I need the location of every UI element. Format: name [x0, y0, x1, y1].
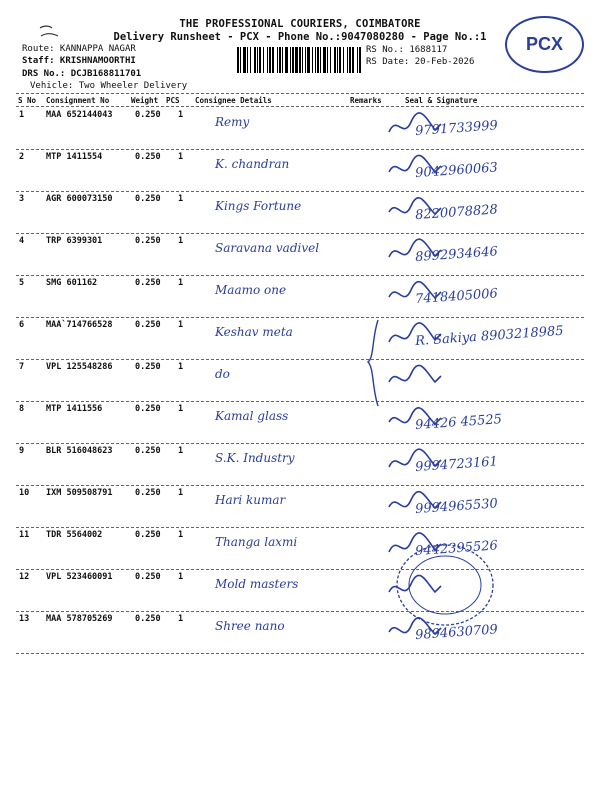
- row-sno: 4: [19, 236, 25, 246]
- row-pcs: 1: [178, 362, 184, 372]
- table-row: [0, 360, 600, 402]
- row-consignee-handwritten: do: [215, 367, 230, 381]
- row-consignment-no: MAA`714766528: [46, 320, 113, 330]
- row-sno: 6: [19, 320, 25, 330]
- runsheet-subtitle: Delivery Runsheet - PCX - Phone No.:9047080280 - Page No.:1: [113, 31, 487, 43]
- signature-scribble: [385, 322, 445, 352]
- row-consignment-no: VPL 125548286: [46, 362, 113, 372]
- row-consignee-handwritten: Hari kumar: [215, 493, 286, 507]
- row-consignment-no: VPL 523460091: [46, 572, 113, 582]
- header-top-rule: [16, 93, 584, 94]
- staff-info: Staff: KRISHNAMOORTHI: [22, 56, 136, 66]
- row-consignment-no: BLR 516048623: [46, 446, 113, 456]
- row-signature-handwritten: 9042960063: [414, 160, 499, 182]
- row-weight: 0.250: [135, 320, 161, 330]
- header-bottom-rule: [16, 106, 584, 107]
- row-signature-handwritten: 9442395526: [414, 538, 499, 560]
- row-weight: 0.250: [135, 446, 161, 456]
- row-weight: 0.250: [135, 488, 161, 498]
- row-pcs: 1: [178, 530, 184, 540]
- table-row: [0, 108, 600, 150]
- row-pcs: 1: [178, 614, 184, 624]
- row-sno: 12: [19, 572, 30, 582]
- signature-scribble: [385, 196, 445, 226]
- row-sno: 10: [19, 488, 30, 498]
- row-signature-handwritten: 8220078828: [414, 202, 499, 224]
- row-pcs: 1: [178, 278, 184, 288]
- row-sno: 13: [19, 614, 30, 624]
- table-row: [0, 192, 600, 234]
- table-row: [0, 318, 600, 360]
- row-sno: 11: [19, 530, 30, 540]
- signature-scribble: [385, 364, 445, 394]
- col-consignment: Consignment No: [46, 96, 110, 105]
- route-info: Route: KANNAPPA NAGAR: [22, 44, 136, 54]
- row-signature-handwritten: 8992934646: [414, 244, 499, 266]
- row-pcs: 1: [178, 404, 184, 414]
- col-pcs: PCS: [166, 96, 180, 105]
- row-signature-handwritten: 9994723161: [414, 454, 499, 476]
- row-consignment-no: SMG 601162: [46, 278, 98, 288]
- row-signature-handwritten: 94426 45525: [414, 412, 503, 434]
- row-weight: 0.250: [135, 530, 161, 540]
- row-pcs: 1: [178, 320, 184, 330]
- row-consignment-no: IXM 509508791: [46, 488, 113, 498]
- row-consignment-no: TDR 5564002: [46, 530, 103, 540]
- row-weight: 0.250: [135, 362, 161, 372]
- row-signature-handwritten: 7418405006: [414, 286, 499, 308]
- row-consignee-handwritten: Saravana vadivel: [215, 241, 320, 255]
- table-row: [0, 570, 600, 612]
- rs-date: RS Date: 20-Feb-2026: [366, 57, 475, 67]
- pcx-stamp: PCX: [505, 16, 584, 73]
- row-pcs: 1: [178, 110, 184, 120]
- signature-scribble: [385, 112, 445, 142]
- row-weight: 0.250: [135, 572, 161, 582]
- signature-scribble: [385, 490, 445, 520]
- signature-scribble: [385, 238, 445, 268]
- drs-info: DRS No.: DCJB168811701: [22, 69, 142, 79]
- row-consignment-no: MAA 578705269: [46, 614, 113, 624]
- row-consignment-no: TRP 6399301: [46, 236, 103, 246]
- row-consignee-handwritten: Thanga laxmi: [215, 535, 298, 549]
- row-signature-handwritten: 9791733999: [414, 118, 499, 140]
- table-row: [0, 276, 600, 318]
- row-weight: 0.250: [135, 194, 161, 204]
- row-consignee-handwritten: S.K. Industry: [215, 451, 295, 465]
- col-seal-signature: Seal & Signature: [405, 96, 478, 105]
- row-pcs: 1: [178, 236, 184, 246]
- bracket-mark: [364, 318, 384, 408]
- row-weight: 0.250: [135, 236, 161, 246]
- signature-scribble: [385, 448, 445, 478]
- row-weight: 0.250: [135, 152, 161, 162]
- row-consignee-handwritten: Maamo one: [215, 283, 287, 297]
- row-consignee-handwritten: Mold masters: [215, 577, 299, 591]
- row-weight: 0.250: [135, 404, 161, 414]
- rs-number: RS No.: 1688117: [366, 45, 448, 55]
- row-sno: 9: [19, 446, 25, 456]
- row-pcs: 1: [178, 446, 184, 456]
- table-row: [0, 612, 600, 654]
- company-seal: [390, 540, 500, 630]
- row-consignee-handwritten: Keshav meta: [215, 325, 293, 339]
- row-weight: 0.250: [135, 110, 161, 120]
- row-consignee-handwritten: Shree nano: [215, 619, 285, 633]
- table-row: [0, 486, 600, 528]
- row-consignee-handwritten: Kamal glass: [215, 409, 289, 423]
- row-sno: 1: [19, 110, 25, 120]
- row-consignment-no: MTP 1411554: [46, 152, 103, 162]
- row-weight: 0.250: [135, 278, 161, 288]
- col-sno: S No: [18, 96, 37, 105]
- row-pcs: 1: [178, 572, 184, 582]
- table-row: [0, 444, 600, 486]
- row-consignee-handwritten: Kings Fortune: [215, 199, 302, 213]
- row-signature-handwritten: 9994965530: [414, 496, 499, 518]
- table-row: [0, 234, 600, 276]
- table-row: [0, 528, 600, 570]
- row-pcs: 1: [178, 488, 184, 498]
- col-remarks: Remarks: [350, 96, 382, 105]
- row-sno: 7: [19, 362, 25, 372]
- row-sno: 8: [19, 404, 25, 414]
- row-consignment-no: MAA 652144043: [46, 110, 113, 120]
- row-sno: 3: [19, 194, 25, 204]
- row-signature-handwritten: 9894630709: [414, 622, 499, 644]
- row-signature-handwritten: R. Sakiya 8903218985: [414, 323, 565, 350]
- row-pcs: 1: [178, 194, 184, 204]
- col-weight: Weight: [131, 96, 159, 105]
- signature-scribble: [385, 406, 445, 436]
- document-title: THE PROFESSIONAL COURIERS, COIMBATORE: [179, 18, 421, 30]
- barcode: [237, 47, 362, 73]
- table-row: [0, 402, 600, 444]
- row-consignee-handwritten: K. chandran: [215, 157, 290, 171]
- vehicle-info: Vehicle: Two Wheeler Delivery: [30, 81, 188, 91]
- table-row: [0, 150, 600, 192]
- col-consignee: Consignee Details: [195, 96, 272, 105]
- row-rule: [16, 653, 584, 654]
- row-consignment-no: MTP 1411556: [46, 404, 103, 414]
- row-consignment-no: AGR 600073150: [46, 194, 113, 204]
- signature-scribble: [385, 154, 445, 184]
- signature-scribble: [385, 280, 445, 310]
- row-sno: 2: [19, 152, 25, 162]
- row-weight: 0.250: [135, 614, 161, 624]
- row-pcs: 1: [178, 152, 184, 162]
- row-consignee-handwritten: Remy: [215, 115, 250, 129]
- row-sno: 5: [19, 278, 25, 288]
